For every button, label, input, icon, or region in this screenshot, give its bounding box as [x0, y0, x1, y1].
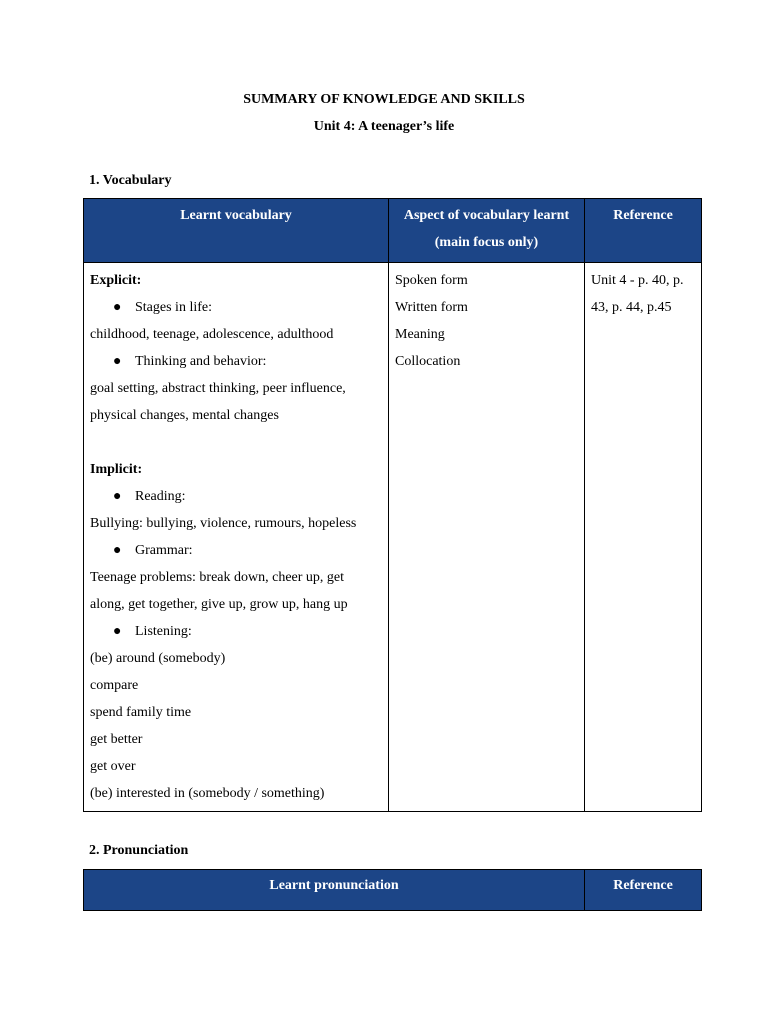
bullet-label: Listening:: [135, 624, 192, 639]
aspect-item: Written form: [395, 300, 468, 315]
bullet-item: [90, 294, 382, 321]
explicit-groups: [90, 294, 382, 429]
bullet-dot-icon: ●: [113, 543, 122, 558]
pronunciation-header-row: [84, 870, 702, 911]
reference-list: [591, 267, 695, 321]
aspect-item: Collocation: [395, 354, 461, 369]
reference-header: Reference: [585, 199, 702, 263]
bullet-dot-icon: ●: [113, 300, 122, 315]
learnt-vocabulary-cell: [84, 263, 389, 812]
implicit-label: Implicit:: [90, 462, 143, 477]
implicit-groups: [90, 483, 382, 807]
vocabulary-line: along, get together, give up, grow up, hang up: [90, 597, 348, 612]
bullet-dot-icon: ●: [113, 489, 122, 504]
document-title: SUMMARY OF KNOWLEDGE AND SKILLS: [243, 92, 525, 107]
vocabulary-line: goal setting, abstract thinking, peer influence,: [90, 381, 346, 396]
bullet-label: Stages in life:: [135, 300, 212, 315]
bullet-item: [90, 618, 382, 645]
bullet-dot-icon: ●: [113, 624, 122, 639]
aspect-item: Meaning: [395, 327, 445, 342]
vocabulary-line: Bullying: bullying, violence, rumours, hopeless: [90, 516, 357, 531]
vocabulary-line: compare: [90, 678, 139, 693]
vocabulary-heading: 1. Vocabulary: [89, 173, 172, 188]
vocabulary-line: (be) around (somebody): [90, 651, 226, 666]
bullet-dot-icon: ●: [113, 354, 122, 369]
vocabulary-table: [83, 198, 702, 812]
vocabulary-header-row: [84, 199, 702, 263]
reference-line: Unit 4 - p. 40, p.: [591, 273, 684, 288]
aspect-header-line1: Aspect of vocabulary learnt: [403, 208, 570, 223]
vocabulary-line: Teenage problems: break down, cheer up, get: [90, 570, 345, 585]
pronunciation-reference-header: Reference: [585, 870, 702, 911]
bullet-item: [90, 348, 382, 375]
aspect-list: [395, 267, 578, 375]
vocabulary-line: get over: [90, 759, 136, 774]
pronunciation-heading: 2. Pronunciation: [89, 843, 189, 858]
aspect-cell: [389, 263, 585, 812]
reference-cell: [585, 263, 702, 812]
bullet-label: Thinking and behavior:: [135, 354, 267, 369]
learnt-pronunciation-header: Learnt pronunciation: [84, 870, 585, 911]
vocabulary-line: childhood, teenage, adolescence, adulthood: [90, 327, 334, 342]
spacer: [90, 429, 382, 456]
learnt-vocabulary-header: Learnt vocabulary: [84, 199, 389, 263]
bullet-label: Grammar:: [135, 543, 193, 558]
document-subtitle: Unit 4: A teenager’s life: [313, 119, 455, 134]
vocabulary-line: get better: [90, 732, 143, 747]
vocabulary-line: spend family time: [90, 705, 192, 720]
vocabulary-content-row: [84, 263, 702, 812]
vocabulary-line: (be) interested in (somebody / something): [90, 786, 325, 801]
aspect-item: Spoken form: [395, 273, 468, 288]
bullet-item: [90, 537, 382, 564]
aspect-header: [389, 199, 585, 263]
pronunciation-table: [83, 869, 702, 911]
reference-line: 43, p. 44, p.45: [591, 300, 672, 315]
vocabulary-line: physical changes, mental changes: [90, 408, 279, 423]
bullet-item: [90, 483, 382, 510]
aspect-header-line2: (main focus only): [434, 235, 539, 250]
explicit-label: Explicit:: [90, 273, 142, 288]
bullet-label: Reading:: [135, 489, 186, 504]
